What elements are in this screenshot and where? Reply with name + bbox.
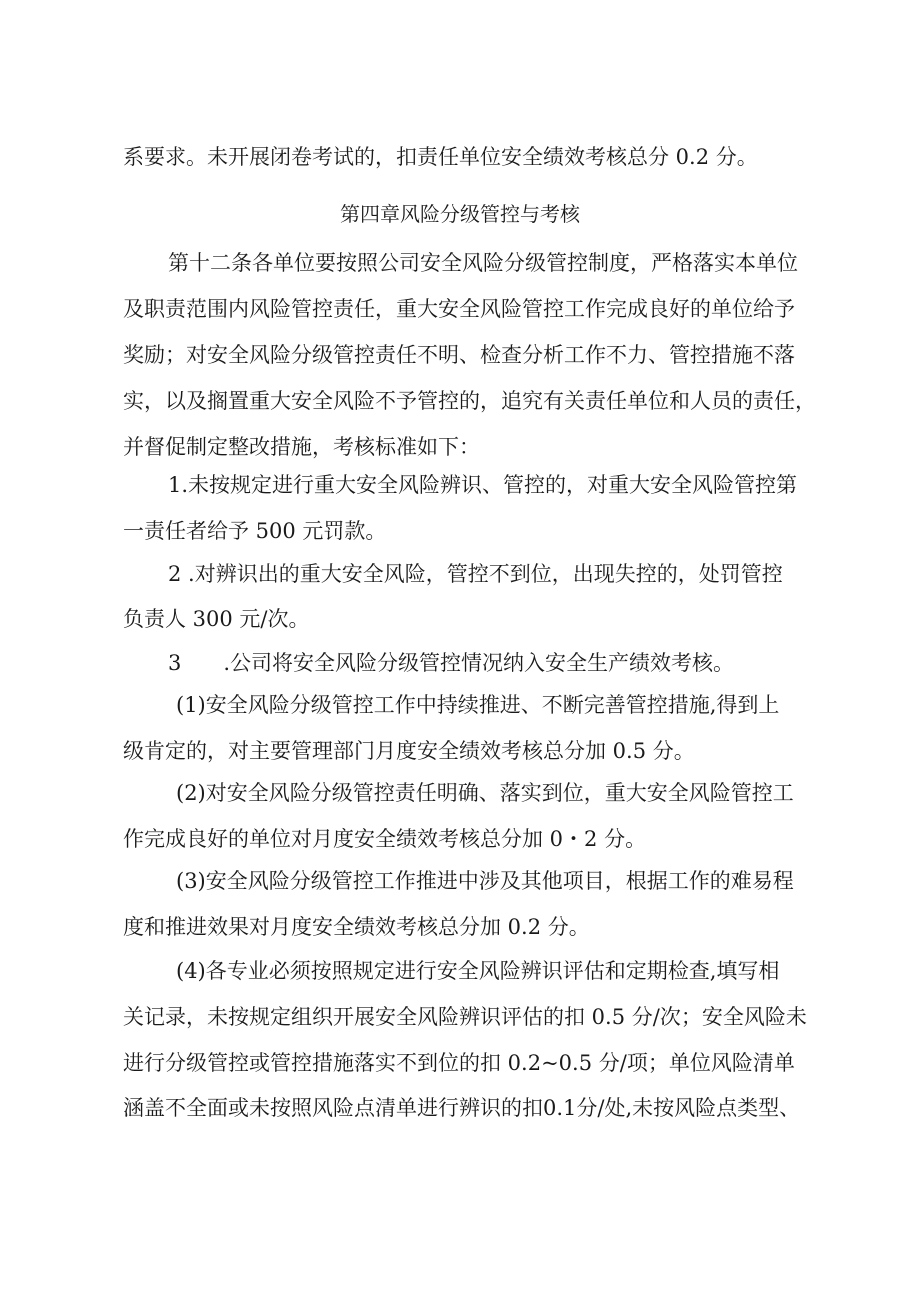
- article-12-line: 第十二条各单位要按照公司安全风险分级管控制度，严格落实本单位: [168, 251, 798, 275]
- article-12-line: 及职责范围内风险管控责任，重大安全风险管控工作完成良好的单位给予: [123, 297, 795, 321]
- sub-item-4-line: 涵盖不全面或未按照风险点清单进行辨识的扣0.1分/处,未按风险点类型、: [123, 1096, 801, 1120]
- item-2-line: 负责人 300 元/次。: [123, 607, 310, 631]
- article-12-line: 奖励；对安全风险分级管控责任不明、检查分析工作不力、管控措施不落: [123, 343, 795, 367]
- sub-item-1-line: (1)安全风险分级管控工作中持续推进、不断完善管控措施,得到上: [176, 693, 780, 717]
- article-12-line: 实，以及搁置重大安全风险不予管控的，追究有关责任单位和人员的责任，: [123, 389, 816, 413]
- chapter-heading: 第四章风险分级管控与考核: [340, 202, 580, 226]
- sub-item-4-line: (4)各专业必须按照规定进行安全风险辨识评估和定期检查,填写相: [176, 959, 780, 983]
- sub-item-1-line: 级肯定的，对主要管理部门月度安全绩效考核总分加 0.5 分。: [123, 739, 695, 763]
- paragraph-line: 系要求。未开展闭卷考试的，扣责任单位安全绩效考核总分 0.2 分。: [123, 145, 758, 169]
- sub-item-3-line: (3)安全风险分级管控工作推进中涉及其他项目，根据工作的难易程: [176, 869, 794, 893]
- sub-item-2-line: 作完成良好的单位对月度安全绩效考核总分加 0・2 分。: [123, 827, 647, 851]
- sub-item-4-line: 关记录，未按规定组织开展安全风险辨识评估的扣 0.5 分/次；安全风险未: [123, 1005, 807, 1029]
- sub-item-3-line: 度和推进效果对月度安全绩效考核总分加 0.2 分。: [123, 915, 590, 939]
- item-1-line: 一责任者给予 500 元罚款。: [123, 519, 387, 543]
- item-3-line: 3 .公司将安全风险分级管控情况纳入安全生产绩效考核。: [168, 651, 735, 675]
- sub-item-4-line: 进行分级管控或管控措施落实不到位的扣 0.2~0.5 分/项；单位风险清单: [123, 1051, 795, 1075]
- item-1-line: 1.未按规定进行重大安全风险辨识、管控的，对重大安全风险管控第: [168, 473, 798, 497]
- sub-item-2-line: (2)对安全风险分级管控责任明确、落实到位，重大安全风险管控工: [176, 781, 794, 805]
- item-2-line: 2 .对辨识出的重大安全风险，管控不到位，出现失控的，处罚管控: [168, 562, 783, 586]
- article-12-line: 并督促制定整改措施，考核标准如下：: [123, 435, 480, 459]
